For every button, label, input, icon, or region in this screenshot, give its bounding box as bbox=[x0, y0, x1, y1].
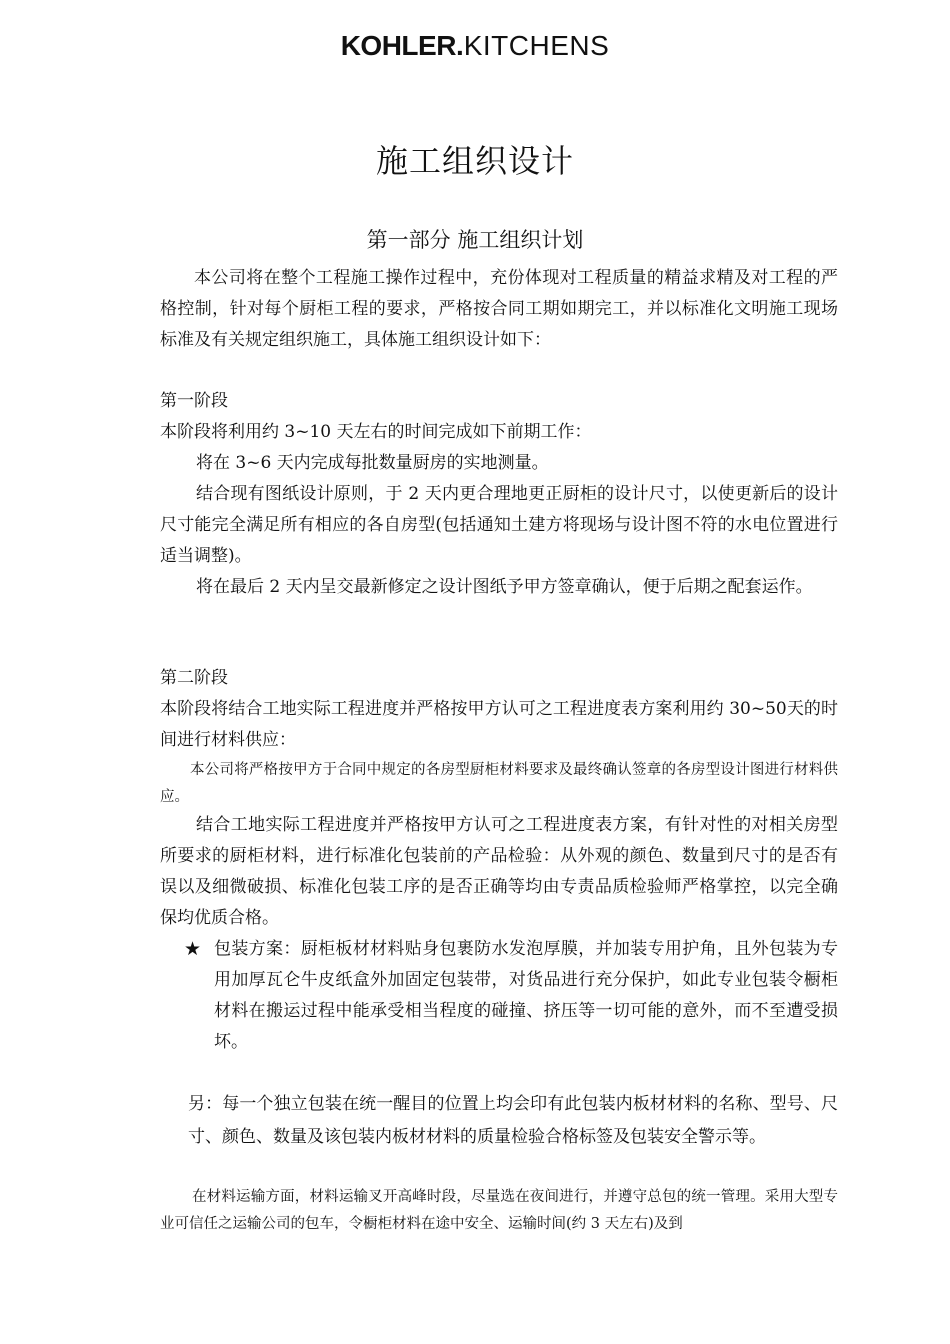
stage2-item-2: 结合工地实际工程进度并严格按甲方认可之工程进度表方案，有针对性的对相关房型所要求的厨柜材料，进行标准化包装前的产品检验：从外观的颜色、数量到尺寸的是否有误以及细微破损、标准化包装工序的是否正确等均由专责品质检验师严格掌控，以完全确保均优质合格。 bbox=[160, 815, 838, 928]
kohler-kitchens-logo bbox=[0, 30, 950, 62]
packaging-note: 另：每一个独立包装在统一醒目的位置上均会印有此包装内板材材料的名称、型号、尺寸、颜色、数量及该包装内板材材料的质量检验合格标签及包装安全警示等。 bbox=[188, 1094, 838, 1147]
stage1-item-2: 结合现有图纸设计原则，于 2 天内更合理地更正厨柜的设计尺寸，以使更新后的设计尺寸能完全满足所有相应的各自房型(包括通知土建方将现场与设计图不符的水电位置进行适当调整)。 bbox=[160, 484, 838, 566]
stage2-lead: 本阶段将结合工地实际工程进度并严格按甲方认可之工程进度表方案利用约 30~50天的时间进行材料供应： bbox=[160, 699, 838, 750]
stage2-heading: 第二阶段 bbox=[160, 668, 228, 688]
logo-dot: . bbox=[455, 30, 464, 61]
document-title: 施工组织设计 bbox=[375, 142, 574, 180]
logo-brand: KOHLER bbox=[340, 30, 456, 61]
part-title: 第一部分 施工组织计划 bbox=[366, 228, 584, 252]
stage1-item-1: 将在 3~6 天内完成每批数量厨房的实地测量。 bbox=[196, 453, 549, 473]
packaging-plan: 包装方案：厨柜板材材料贴身包裹防水发泡厚膜，并加装专用护角，且外包装为专用加厚瓦仑牛皮纸盒外加固定包装带，对货品进行充分保护，如此专业包装令橱柜材料在搬运过程中能承受相当程度的碰撞、挤压等一切可能的意外，而不至遭受损坏。 bbox=[214, 939, 838, 1052]
stage1-item-3: 将在最后 2 天内呈交最新修定之设计图纸予甲方签章确认，便于后期之配套运作。 bbox=[196, 577, 813, 597]
stage2-item-1: 本公司将严格按甲方于合同中规定的各房型厨柜材料要求及最终确认签章的各房型设计图进行材料供应。 bbox=[160, 762, 838, 805]
intro-paragraph: 本公司将在整个工程施工操作过程中，充份体现对工程质量的精益求精及对工程的严格控制，针对每个厨柜工程的要求，严格按合同工期如期完工，并以标准化文明施工现场标准及有关规定组织施工，具体施工组织设计如下： bbox=[160, 268, 838, 350]
stage1-lead: 本阶段将利用约 3~10 天左右的时间完成如下前期工作： bbox=[160, 422, 592, 442]
stage1-heading: 第一阶段 bbox=[160, 391, 228, 411]
logo-suffix: KITCHENS bbox=[463, 30, 610, 61]
star-bullet-icon: ★ bbox=[184, 938, 202, 960]
transport-paragraph: 在材料运输方面，材料运输叉开高峰时段，尽量选在夜间进行，并遵守总包的统一管理。采用大型专业可信任之运输公司的包车，令橱柜材料在途中安全、运输时间(约 3 天左右)及到 bbox=[160, 1189, 838, 1232]
